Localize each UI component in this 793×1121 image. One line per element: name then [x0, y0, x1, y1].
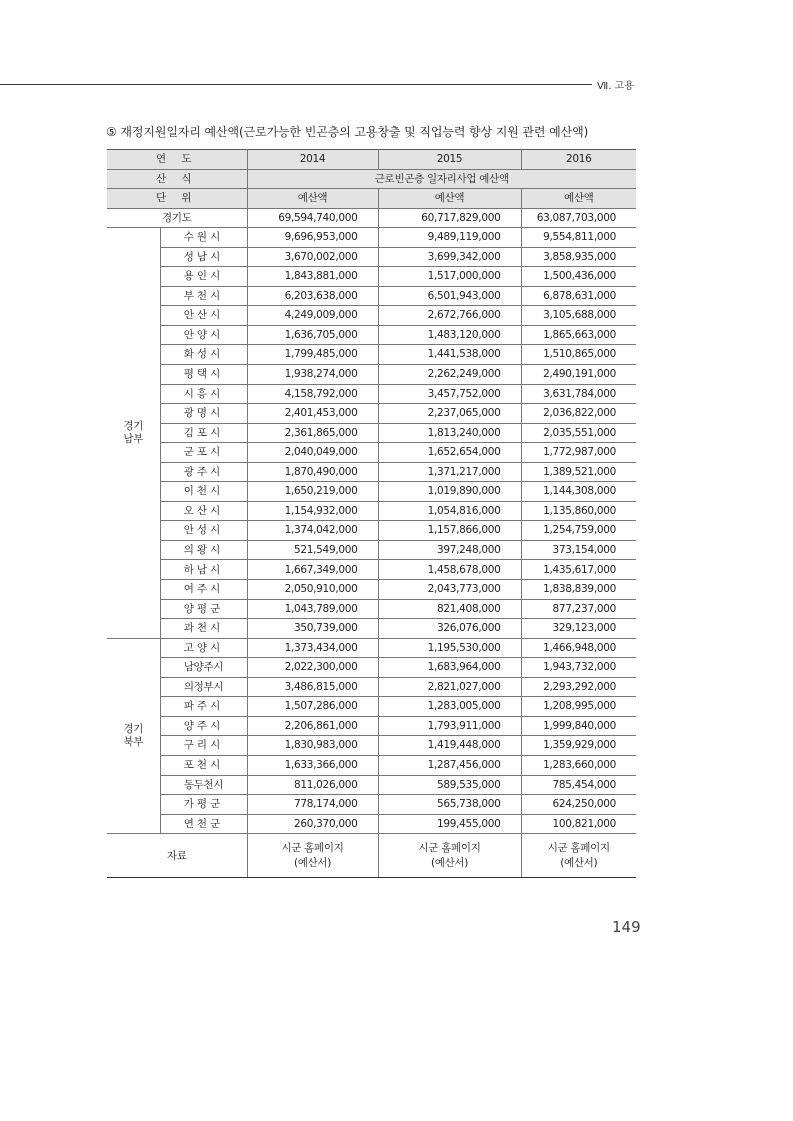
budget-value-2015: 2,821,027,000: [378, 677, 521, 697]
budget-value-2014: 1,507,286,000: [247, 697, 378, 717]
table-row: [107, 814, 636, 834]
budget-value-2014: 778,174,000: [247, 795, 378, 815]
budget-value-2014: 3,670,002,000: [247, 247, 378, 267]
table-row: [107, 267, 636, 287]
unit-2015: 예산액: [378, 189, 521, 209]
table-row: [107, 560, 636, 580]
city-name: 안산시: [160, 306, 247, 326]
table-row: [107, 423, 636, 443]
budget-value-2016: 2,293,292,000: [521, 677, 636, 697]
year-2014: 2014: [247, 150, 378, 170]
budget-value-2015: 1,813,240,000: [378, 423, 521, 443]
city-name: 광주시: [160, 462, 247, 482]
budget-value-2015: 1,195,530,000: [378, 638, 521, 658]
year-2015: 2015: [378, 150, 521, 170]
table-row: [107, 599, 636, 619]
total-label: 경기도: [107, 208, 247, 228]
table-row: [107, 462, 636, 482]
section-header: Ⅶ. 고용: [597, 81, 634, 92]
city-name: 오산시: [160, 501, 247, 521]
page-number: 149: [612, 918, 641, 936]
source-value-2016: 시군 홈페이지 (예산서): [521, 834, 636, 878]
year-label: 연 도: [107, 150, 247, 170]
budget-value-2016: 1,144,308,000: [521, 482, 636, 502]
budget-value-2014: 1,636,705,000: [247, 325, 378, 345]
budget-value-2016: 1,943,732,000: [521, 658, 636, 678]
city-name: 가평군: [160, 795, 247, 815]
city-name: 안양시: [160, 325, 247, 345]
table-row: [107, 716, 636, 736]
table-row: [107, 247, 636, 267]
city-name: 하남시: [160, 560, 247, 580]
formula-label: 산 식: [107, 169, 247, 189]
budget-value-2016: 3,858,935,000: [521, 247, 636, 267]
city-name: 평택시: [160, 365, 247, 385]
budget-value-2014: 2,050,910,000: [247, 580, 378, 600]
source-value-2014: 시군 홈페이지 (예산서): [247, 834, 378, 878]
budget-value-2015: 397,248,000: [378, 540, 521, 560]
budget-value-2014: 1,830,983,000: [247, 736, 378, 756]
city-name: 파주시: [160, 697, 247, 717]
table-row: [107, 404, 636, 424]
budget-value-2015: 2,237,065,000: [378, 404, 521, 424]
budget-value-2014: 1,799,485,000: [247, 345, 378, 365]
city-name: 동두천시: [160, 775, 247, 795]
city-name: 남양주시: [160, 658, 247, 678]
table-row: [107, 286, 636, 306]
city-name: 성남시: [160, 247, 247, 267]
table-row: [107, 580, 636, 600]
budget-value-2016: 2,036,822,000: [521, 404, 636, 424]
budget-value-2015: 1,283,005,000: [378, 697, 521, 717]
budget-value-2015: 1,793,911,000: [378, 716, 521, 736]
year-header-row: [107, 150, 636, 170]
budget-value-2015: 1,441,538,000: [378, 345, 521, 365]
source-row: [107, 834, 636, 878]
table-row: [107, 540, 636, 560]
table-row: [107, 345, 636, 365]
city-name: 구리시: [160, 736, 247, 756]
budget-value-2015: 1,652,654,000: [378, 443, 521, 463]
city-name: 의왕시: [160, 540, 247, 560]
header-rule: [0, 84, 592, 85]
year-2016: 2016: [521, 150, 636, 170]
total-2014: 69,594,740,000: [247, 208, 378, 228]
table-row: [107, 521, 636, 541]
budget-value-2015: 1,517,000,000: [378, 267, 521, 287]
budget-value-2014: 2,022,300,000: [247, 658, 378, 678]
region-label-south: 경기 남부: [107, 228, 160, 638]
budget-value-2016: 6,878,631,000: [521, 286, 636, 306]
budget-value-2014: 1,633,366,000: [247, 755, 378, 775]
city-name: 여주시: [160, 580, 247, 600]
budget-value-2016: 877,237,000: [521, 599, 636, 619]
table-row: [107, 501, 636, 521]
budget-value-2016: 1,359,929,000: [521, 736, 636, 756]
budget-value-2014: 1,938,274,000: [247, 365, 378, 385]
budget-value-2014: 9,696,953,000: [247, 228, 378, 248]
table-row: [107, 677, 636, 697]
total-2015: 60,717,829,000: [378, 208, 521, 228]
table-row: [107, 658, 636, 678]
budget-value-2016: 3,105,688,000: [521, 306, 636, 326]
city-name: 시흥시: [160, 384, 247, 404]
budget-value-2015: 1,419,448,000: [378, 736, 521, 756]
budget-value-2016: 100,821,000: [521, 814, 636, 834]
budget-value-2014: 2,401,453,000: [247, 404, 378, 424]
budget-value-2015: 6,501,943,000: [378, 286, 521, 306]
budget-value-2014: 1,843,881,000: [247, 267, 378, 287]
city-name: 김포시: [160, 423, 247, 443]
budget-value-2016: 1,389,521,000: [521, 462, 636, 482]
city-name: 군포시: [160, 443, 247, 463]
budget-value-2015: 821,408,000: [378, 599, 521, 619]
budget-value-2015: 1,458,678,000: [378, 560, 521, 580]
table-row: [107, 365, 636, 385]
table-row: [107, 325, 636, 345]
formula-value: 근로빈곤층 일자리사업 예산액: [247, 169, 636, 189]
budget-value-2016: 1,500,436,000: [521, 267, 636, 287]
budget-value-2014: 3,486,815,000: [247, 677, 378, 697]
budget-value-2016: 9,554,811,000: [521, 228, 636, 248]
unit-label: 단 위: [107, 189, 247, 209]
budget-value-2016: 1,208,995,000: [521, 697, 636, 717]
budget-value-2014: 1,154,932,000: [247, 501, 378, 521]
budget-value-2015: 3,699,342,000: [378, 247, 521, 267]
budget-value-2015: 1,683,964,000: [378, 658, 521, 678]
budget-value-2015: 1,157,866,000: [378, 521, 521, 541]
city-name: 수원시: [160, 228, 247, 248]
budget-value-2014: 4,249,009,000: [247, 306, 378, 326]
city-name: 화성시: [160, 345, 247, 365]
total-2016: 63,087,703,000: [521, 208, 636, 228]
budget-value-2015: 1,287,456,000: [378, 755, 521, 775]
budget-value-2015: 2,672,766,000: [378, 306, 521, 326]
source-label: 자료: [107, 834, 247, 878]
region-label-north: 경기 북부: [107, 638, 160, 833]
budget-value-2014: 1,870,490,000: [247, 462, 378, 482]
table-row: [107, 736, 636, 756]
budget-value-2016: 1,838,839,000: [521, 580, 636, 600]
city-name: 용인시: [160, 267, 247, 287]
budget-value-2015: 199,455,000: [378, 814, 521, 834]
city-name: 안성시: [160, 521, 247, 541]
budget-value-2016: 3,631,784,000: [521, 384, 636, 404]
budget-value-2014: 2,206,861,000: [247, 716, 378, 736]
budget-value-2016: 1,466,948,000: [521, 638, 636, 658]
table-row: [107, 306, 636, 326]
budget-value-2015: 9,489,119,000: [378, 228, 521, 248]
budget-value-2014: 2,040,049,000: [247, 443, 378, 463]
budget-value-2014: 1,374,042,000: [247, 521, 378, 541]
budget-value-2015: 565,738,000: [378, 795, 521, 815]
budget-value-2015: 1,483,120,000: [378, 325, 521, 345]
budget-value-2016: 1,254,759,000: [521, 521, 636, 541]
table-row: [107, 697, 636, 717]
budget-value-2015: 2,043,773,000: [378, 580, 521, 600]
city-name: 양평군: [160, 599, 247, 619]
budget-value-2016: 373,154,000: [521, 540, 636, 560]
budget-table: [107, 149, 636, 878]
budget-value-2014: 4,158,792,000: [247, 384, 378, 404]
table-row: [107, 775, 636, 795]
table-row: [107, 619, 636, 639]
city-name: 부천시: [160, 286, 247, 306]
city-name: 이천시: [160, 482, 247, 502]
city-name: 광명시: [160, 404, 247, 424]
budget-value-2016: 624,250,000: [521, 795, 636, 815]
table-row: [107, 443, 636, 463]
table-row: [107, 755, 636, 775]
budget-value-2016: 1,435,617,000: [521, 560, 636, 580]
table-body: [107, 150, 636, 878]
unit-2014: 예산액: [247, 189, 378, 209]
table-caption: ⑤ 재정지원일자리 예산액(근로가능한 빈곤층의 고용창출 및 직업능력 향상 지원 관련 예산액): [106, 125, 589, 139]
budget-value-2014: 1,043,789,000: [247, 599, 378, 619]
budget-value-2015: 2,262,249,000: [378, 365, 521, 385]
budget-value-2014: 1,650,219,000: [247, 482, 378, 502]
table-row: [107, 228, 636, 248]
budget-value-2014: 521,549,000: [247, 540, 378, 560]
budget-value-2015: 326,076,000: [378, 619, 521, 639]
budget-value-2016: 1,865,663,000: [521, 325, 636, 345]
source-value-2015: 시군 홈페이지 (예산서): [378, 834, 521, 878]
unit-2016: 예산액: [521, 189, 636, 209]
city-name: 과천시: [160, 619, 247, 639]
unit-header-row: [107, 189, 636, 209]
table-row: [107, 384, 636, 404]
budget-value-2014: 1,373,434,000: [247, 638, 378, 658]
budget-value-2014: 2,361,865,000: [247, 423, 378, 443]
budget-value-2016: 1,999,840,000: [521, 716, 636, 736]
city-name: 연천군: [160, 814, 247, 834]
budget-value-2016: 1,135,860,000: [521, 501, 636, 521]
total-row: [107, 208, 636, 228]
budget-value-2015: 3,457,752,000: [378, 384, 521, 404]
budget-value-2016: 1,510,865,000: [521, 345, 636, 365]
city-name: 고양시: [160, 638, 247, 658]
city-name: 의정부시: [160, 677, 247, 697]
budget-value-2016: 2,035,551,000: [521, 423, 636, 443]
budget-value-2015: 1,019,890,000: [378, 482, 521, 502]
budget-value-2014: 350,739,000: [247, 619, 378, 639]
formula-row: [107, 169, 636, 189]
budget-value-2015: 589,535,000: [378, 775, 521, 795]
budget-value-2016: 2,490,191,000: [521, 365, 636, 385]
budget-value-2016: 785,454,000: [521, 775, 636, 795]
city-name: 포천시: [160, 755, 247, 775]
city-name: 양주시: [160, 716, 247, 736]
budget-value-2014: 260,370,000: [247, 814, 378, 834]
budget-value-2014: 811,026,000: [247, 775, 378, 795]
table-row: [107, 795, 636, 815]
budget-value-2014: 1,667,349,000: [247, 560, 378, 580]
budget-value-2016: 1,772,987,000: [521, 443, 636, 463]
table-row: [107, 482, 636, 502]
budget-value-2015: 1,371,217,000: [378, 462, 521, 482]
budget-value-2014: 6,203,638,000: [247, 286, 378, 306]
budget-value-2015: 1,054,816,000: [378, 501, 521, 521]
budget-value-2016: 1,283,660,000: [521, 755, 636, 775]
budget-value-2016: 329,123,000: [521, 619, 636, 639]
table-row: [107, 638, 636, 658]
